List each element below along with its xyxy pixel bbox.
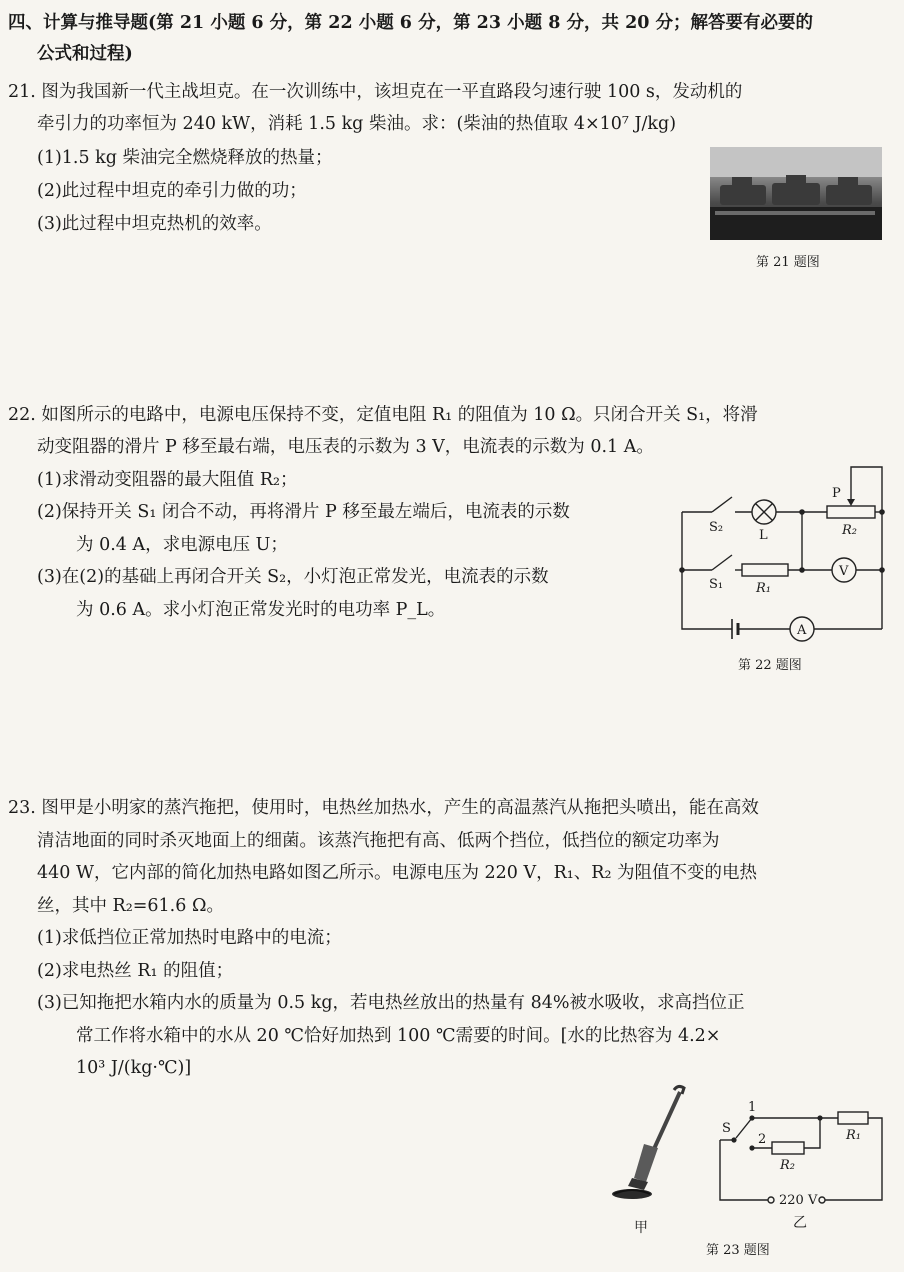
q22-part3-cont: 为 0.6 A。求小灯泡正常发光时的电功率 P_L。 [76, 600, 446, 620]
q23-stem-line4: 丝，其中 R₂=61.6 Ω。 [37, 896, 224, 916]
q22-part1: (1)求滑动变阻器的最大阻值 R₂； [37, 470, 298, 490]
q23-part2: (2)求电热丝 R₁ 的阻值； [37, 961, 234, 981]
q22-part2-cont: 为 0.4 A，求电源电压 U； [76, 535, 288, 555]
q21-stem-line2: 牵引力的功率恒为 240 kW，消耗 1.5 kg 柴油。求：(柴油的热值取 4×10⁷ J/kg) [37, 114, 677, 134]
q22-lamp-label: L [759, 528, 768, 543]
q23-stem-line2: 清洁地面的同时杀灭地面上的细菌。该蒸汽拖把有高、低两个挡位，低挡位的额定功率为 [37, 831, 720, 851]
q23-r2-label: R₂ [780, 1158, 795, 1173]
q22-stem-line1: 22. 如图所示的电路中，电源电压保持不变，定值电阻 R₁ 的阻值为 10 Ω。只闭合开关 S₁，将滑 [8, 405, 758, 425]
q21-part3: (3)此过程中坦克热机的效率。 [37, 214, 272, 234]
q21-stem-line1: 21. 图为我国新一代主战坦克。在一次训练中，该坦克在一平直路段匀速行驶 100 s，发动机的 [8, 82, 743, 102]
q23-switch-label: S [722, 1121, 731, 1136]
tank-photo [710, 147, 882, 240]
q22-part3: (3)在(2)的基础上再闭合开关 S₂，小灯泡正常发光，电流表的示数 [37, 567, 549, 587]
q23-label-yi: 乙 [793, 1215, 807, 1231]
section-heading-cont: 公式和过程) [37, 44, 133, 64]
q23-contact2-label: 2 [758, 1132, 767, 1147]
q22-s1-label: S₁ [709, 577, 724, 592]
q22-caption: 第 22 题图 [738, 658, 802, 673]
q23-part3-cont: 常工作将水箱中的水从 20 ℃恰好加热到 100 ℃需要的时间。[水的比热容为 4.2× [76, 1026, 721, 1046]
q23-voltage-label: 220 V [779, 1193, 818, 1206]
q21-part2: (2)此过程中坦克的牵引力做的功； [37, 181, 307, 201]
q21-part1: (1)1.5 kg 柴油完全燃烧释放的热量； [37, 148, 333, 168]
q23-part3-end: 10³ J/(kg·℃)] [76, 1058, 192, 1078]
q23-contact1-label: 1 [748, 1100, 757, 1115]
q22-r1-label: R₁ [756, 581, 771, 596]
q23-part1: (1)求低挡位正常加热时电路中的电流； [37, 928, 342, 948]
q21-caption: 第 21 题图 [756, 255, 820, 270]
ammeter-label: A [797, 623, 807, 638]
steam-mop-figure [604, 1082, 694, 1210]
voltmeter-label: V [839, 564, 849, 579]
q22-slider-label: P [832, 486, 841, 501]
q22-part2: (2)保持开关 S₁ 闭合不动，再将滑片 P 移至最左端后，电流表的示数 [37, 502, 570, 522]
q23-part3: (3)已知拖把水箱内水的质量为 0.5 kg，若电热丝放出的热量有 84%被水吸收，求高挡位正 [37, 993, 745, 1013]
q22-r2-label: R₂ [842, 523, 857, 538]
q22-stem-line2: 动变阻器的滑片 P 移至最右端，电压表的示数为 3 V，电流表的示数为 0.1 A。 [37, 437, 654, 457]
q22-s2-label: S₂ [709, 520, 724, 535]
q23-r1-label: R₁ [846, 1128, 861, 1143]
q23-caption: 第 23 题图 [706, 1243, 770, 1258]
section-heading: 四、计算与推导题(第 21 小题 6 分，第 22 小题 6 分，第 23 小题 8 分，共 20 分；解答要有必要的 [8, 13, 814, 33]
q23-stem-line1: 23. 图甲是小明家的蒸汽拖把，使用时，电热丝加热水，产生的高温蒸汽从拖把头喷出，能在高效 [8, 798, 759, 818]
q22-circuit-diagram [670, 455, 900, 655]
q23-label-jia: 甲 [634, 1220, 648, 1236]
q23-stem-line3: 440 W，它内部的简化加热电路如图乙所示。电源电压为 220 V，R₁、R₂ 为阻值不变的电热 [37, 863, 758, 883]
q23-circuit-diagram [712, 1096, 894, 1206]
